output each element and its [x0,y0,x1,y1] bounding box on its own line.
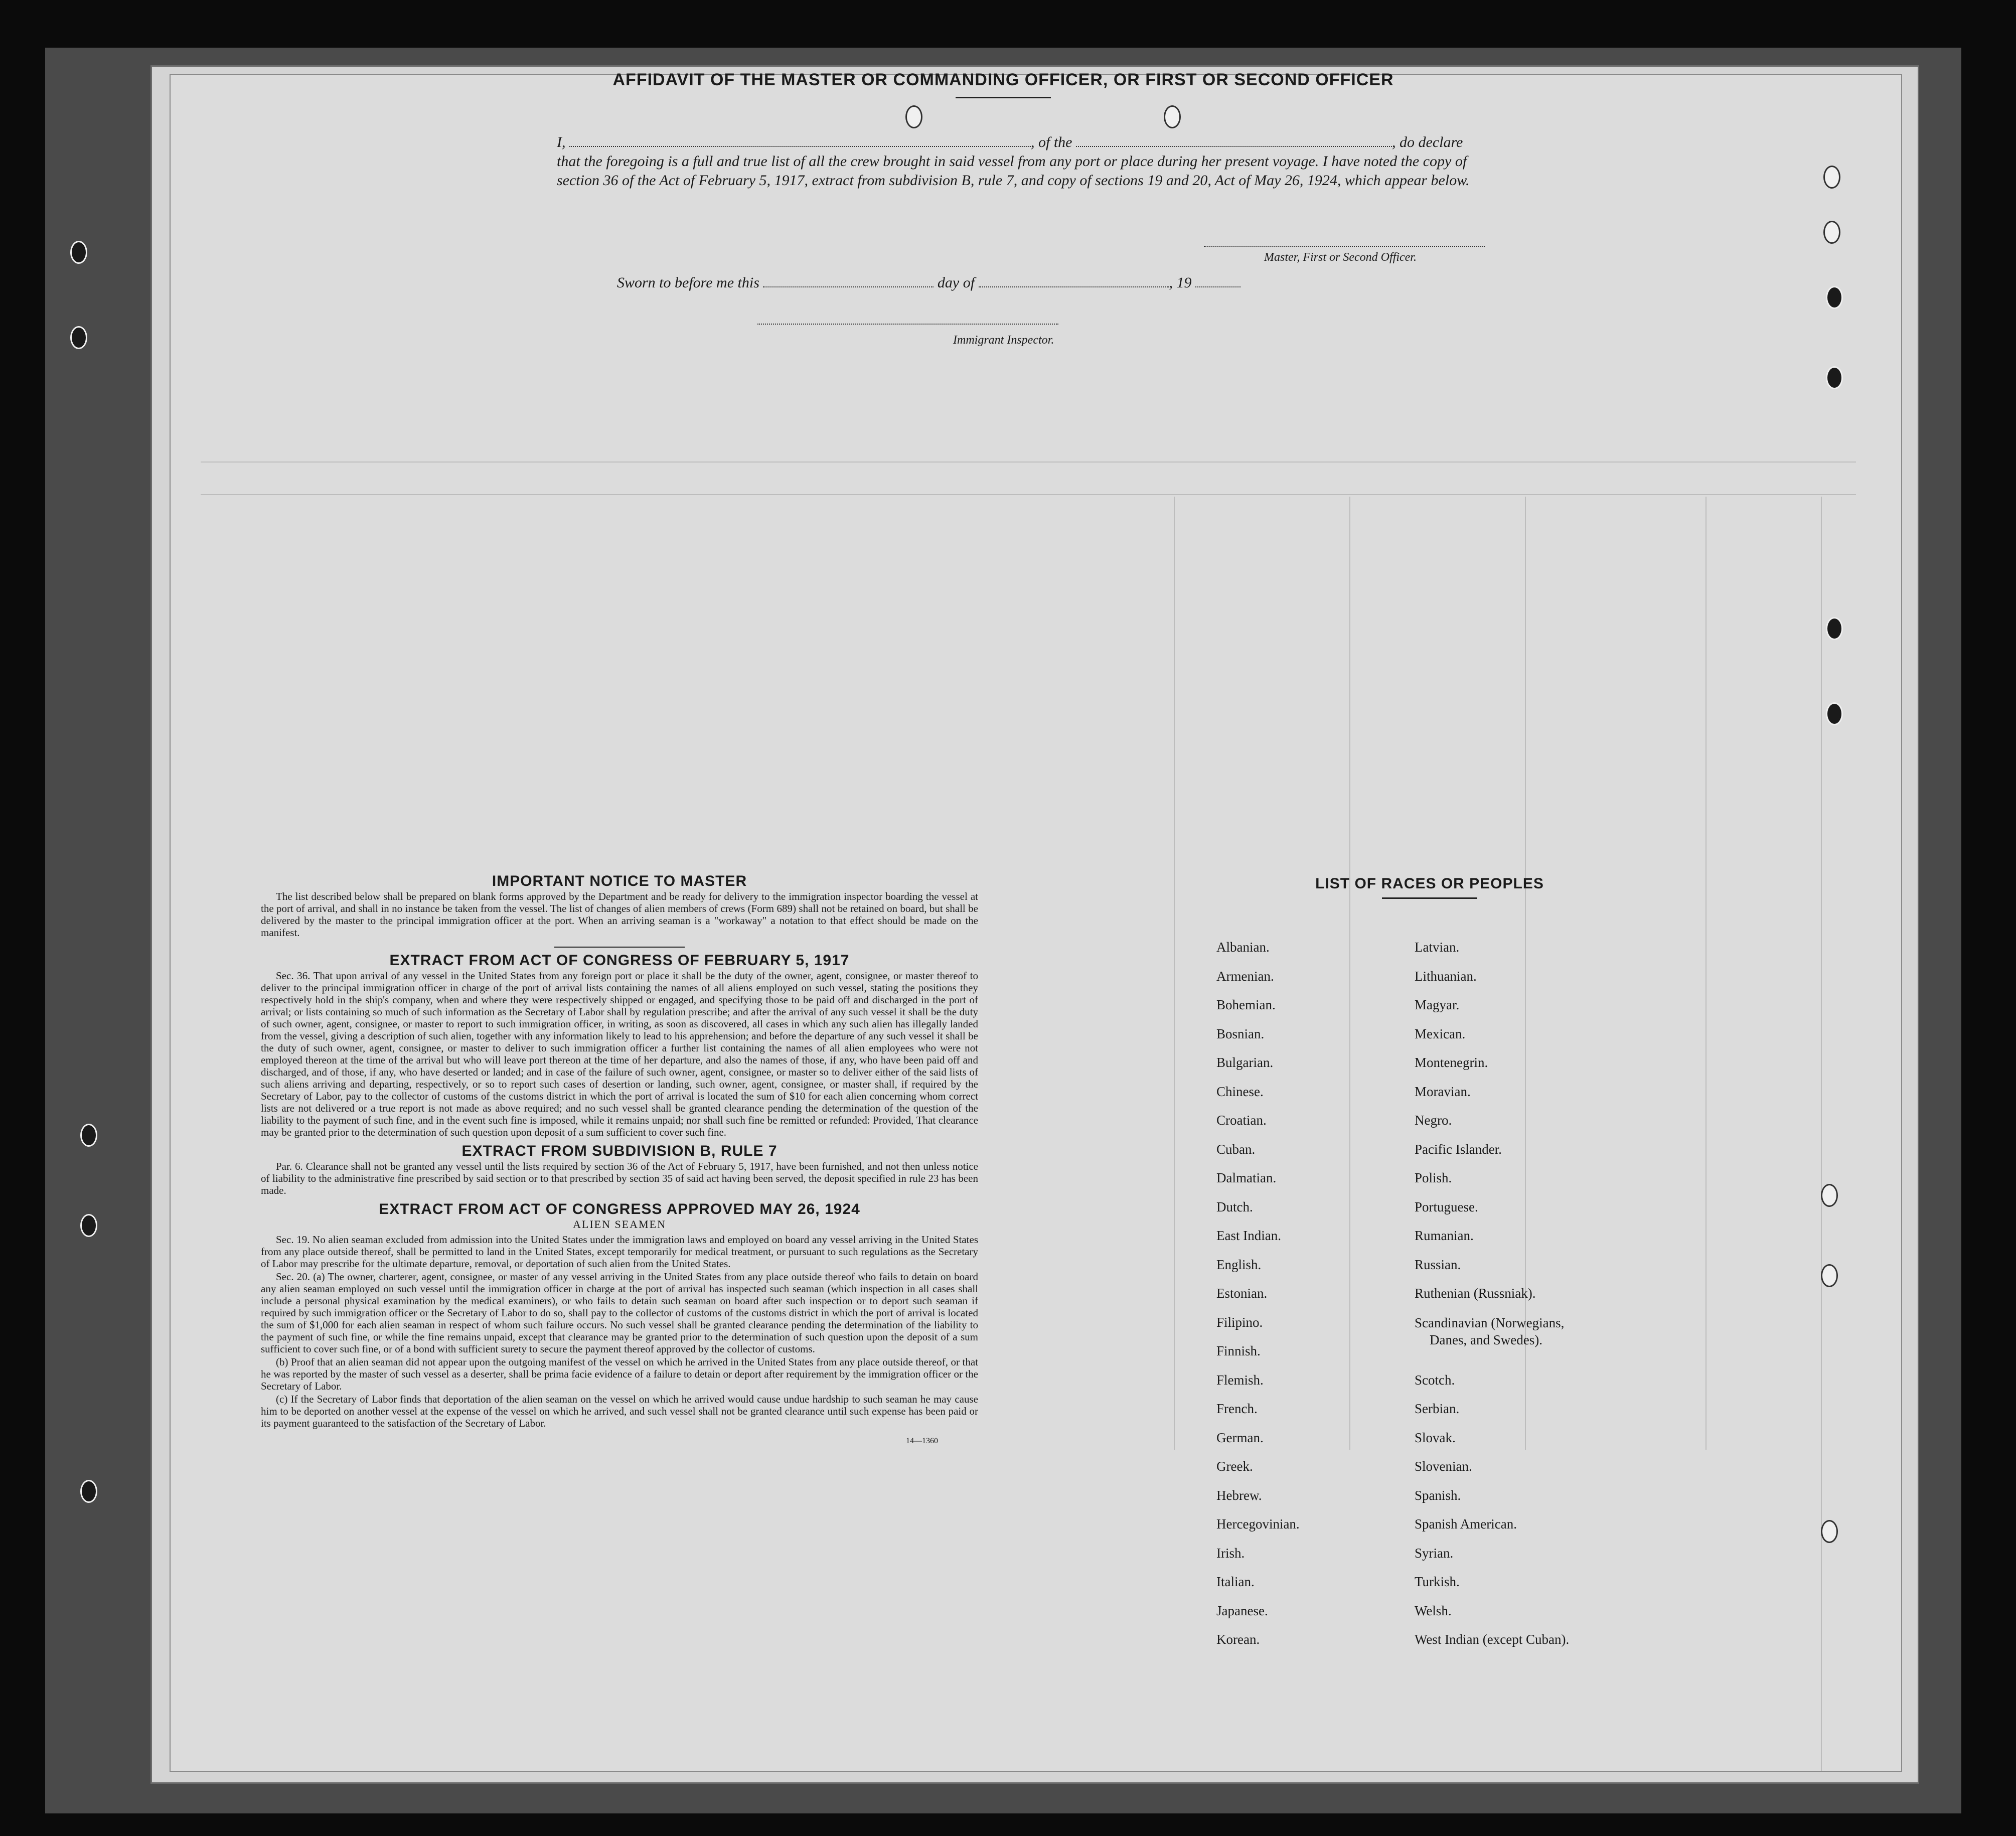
race-item: Spanish American. [1415,1516,1517,1532]
race-item: Japanese. [1216,1603,1268,1618]
affidavit-title: AFFIDAVIT OF THE MASTER OR COMMANDING OFFICER, OR FIRST OR SECOND OFFICER [612,70,1394,89]
race-item: Albanian. [1216,940,1270,955]
race-item: French. [1216,1401,1258,1416]
race-item: Mexican. [1415,1026,1466,1041]
race-item: Irish. [1216,1545,1245,1561]
race-item: Russian. [1415,1257,1461,1272]
sec20a-text: Sec. 20. (a) The owner, charterer, agent, consignee, or master of any vessel arriving in the United States from any place outside thereof who fails to detain on board any alien seaman employed on such vessel until the immigration officer in charge at the port of arrival has inspected such seaman (which inspection in all cases shall include a personal physical examination by the medical examiners), or who fails to detain such seaman on board after such inspection or to deport such seaman if required by such immigration officer or the Secretary of Labor to do so, shall pay to the collector of customs of the customs district in which the port of arrival is located the sum of $1,000 for each alien seaman in respect of whom such failure occurs. No such vessel shall be granted clearance pending the determination of the liability to the payment of such fine, or while the fine remains unpaid, except that clearance may be granted prior to the determination of such question upon the deposit of a sum sufficient to cover such fine, or of a bond with sufficient surety to secure the payment thereof approved by the collector of customs. [261,1271,978,1355]
affidavit-header [517,70,1490,98]
race-item: Filipino. [1216,1314,1263,1330]
race-item: Spanish. [1415,1487,1461,1503]
declare-suffix: , do declare [1392,134,1463,150]
binder-hole-icon [1826,286,1843,309]
race-item: Magyar. [1415,997,1460,1012]
race-item: English. [1216,1257,1262,1272]
sec20c-text: (c) If the Secretary of Labor finds that deportation of the alien seaman on the vessel on which he arrived would cause undue hardship to such seaman he may cause him to be deported on another vessel at the expense of the vessel on which he arrived, and such vessel shall not be granted clearance until such expense has been paid or its payment guaranteed to the satisfaction of the Secretary of Labor. [261,1393,978,1429]
affidavit-body [557,133,1485,190]
binder-hole-icon [70,326,87,349]
race-item: Moravian. [1415,1084,1471,1099]
extract3-title: EXTRACT FROM ACT OF CONGRESS APPROVED MAY 26, 1924 [379,1201,860,1217]
race-item: Slovenian. [1415,1459,1472,1474]
binder-hole-icon [1821,1264,1838,1287]
declaration-line [557,133,1485,152]
binder-hole-icon [1823,221,1840,244]
race-item: Dutch. [1216,1199,1253,1214]
race-item: Scandinavian (Norwegians, [1415,1315,1565,1330]
race-item: Estonian. [1216,1286,1268,1301]
extract1-title: EXTRACT FROM ACT OF CONGRESS OF FEBRUARY 5, 1917 [389,952,850,969]
binder-hole-icon [1826,617,1843,640]
binder-hole-icon [80,1124,97,1147]
race-item: Croatian. [1216,1113,1267,1128]
race-item: Flemish. [1216,1372,1264,1388]
extract2-text: Par. 6. Clearance shall not be granted any vessel until the lists required by section 36 of the Act of February 5, 1917, have been furnished, and not then unless notice of liability to the administrative fine prescribed by said section or to that prescribed by section 35 of said act having been served, the deposit specified in rule 23 has been made. [261,1160,978,1196]
binder-hole-icon [1823,166,1840,189]
notice-section [261,875,978,1447]
form-number: 14—1360 [906,1437,938,1445]
sworn-prefix: Sworn to before me this [617,274,759,291]
binder-hole-icon [70,241,87,264]
signature-field[interactable] [1204,246,1485,247]
race-item: Greek. [1216,1459,1253,1474]
race-item: Negro. [1415,1113,1452,1128]
sec19-text: Sec. 19. No alien seaman excluded from admission into the United States under the immigration laws and employed on board any vessel arriving in the United States from any place outside thereof, shall be permitted to land in the United States, except temporarily for medical treatment, or pursuant to such regulations as the Secretary of Labor may prescribe for the ultimate departure, removal, or deportation of such alien from the United States. [261,1234,978,1270]
extract3-subtitle: ALIEN SEAMEN [573,1218,666,1231]
sworn-day-of: day of [937,274,975,291]
declaration-text: that the foregoing is a full and true list of all the crew brought in said vessel from any port or place during her present voyage. I have noted the copy of section 36 of the Act of February 5, 1917, extract from subdivision B, rule 7, and copy of sections 19 and 20, Act of May 26, 1924, which appear below. [557,153,1470,189]
binder-hole-icon [80,1214,97,1237]
binder-hole-icon [80,1480,97,1503]
race-item: Finnish. [1216,1343,1261,1358]
race-item: Bosnian. [1216,1026,1265,1041]
extract2-title: EXTRACT FROM SUBDIVISION B, RULE 7 [461,1143,778,1159]
vessel-name-field[interactable] [1076,133,1392,147]
race-item: Cuban. [1216,1141,1256,1157]
sworn-day-field[interactable] [763,273,934,287]
sworn-year-field[interactable] [1195,273,1240,287]
race-item: Dalmatian. [1216,1170,1277,1185]
race-item: Chinese. [1216,1084,1264,1099]
vessel-prefix: , of the [1031,134,1072,150]
race-item: Welsh. [1415,1603,1452,1618]
binder-hole-icon [1826,366,1843,389]
divider [554,947,685,948]
notice-text: The list described below shall be prepared on blank forms approved by the Department and be ready for delivery to the immigration inspector boarding the vessel at the port of arrival, and shall in no instance be taken from the vessel. The list of changes of alien members of crews (Form 689) shall not be retained on board, but shall be delivered by the master to the principal immigration officer at the port. When an arriving seaman is a "workaway" a notation to that effect should be made on the manifest. [261,890,978,939]
races-left-column [1216,933,1300,1654]
sworn-month-field[interactable] [979,273,1169,287]
races-rule [1382,897,1477,899]
race-item: Turkish. [1415,1574,1460,1589]
inspector-label: Immigrant Inspector. [953,334,1054,347]
binder-hole-icon [1821,1520,1838,1543]
race-item: Italian. [1216,1574,1255,1589]
races-right-column [1415,933,1569,1654]
declarant-name-field[interactable] [569,133,1031,147]
inspector-signature-field[interactable] [757,324,1058,325]
race-item: Serbian. [1415,1401,1460,1416]
race-item: Latvian. [1415,940,1460,955]
race-item: East Indian. [1216,1228,1281,1243]
races-section [1204,875,1655,1647]
sworn-line [617,273,1240,291]
race-item: Danes, and Swedes). [1430,1332,1542,1347]
extract1-text: Sec. 36. That upon arrival of any vessel in the United States from any foreign port or place it shall be the duty of the owner, agent, consignee, or master thereof to deliver to the principal immigration officer in charge of the port of arrival lists containing the names of all aliens employed on such vessel, stating the positions they respectively hold in the ship's company, when and where they were respectively shipped or engaged, and specifying those to be paid off and discharged in the port of arrival; or lists containing so much of such information as the Secretary of Labor shall by regulation prescribe; and after the arrival of any such vessel it shall be the duty of such owner, agent, consignee, or master to report to such immigration officer, in writing, as soon as discovered, all cases in which any such alien has illegally landed from the vessel, giving a description of such alien, together with any information likely to lead to his apprehension; and before the departure of any such vessel it shall be the duty of such owner, agent, consignee, or master to deliver to such immigration officer a further list containing the names of all alien employees who were not employed thereon at the time of the arrival but who will leave port thereon at the time of her departure, and also the names of those, if any, who have been paid off and discharged, and of those, if any, who have deserted or landed; and in case of the failure of such owner, agent, consignee, or master so to deliver either of the said lists of such aliens arriving and departing, respectively, or so to report such cases of desertion or landing, such owner, agent, consignee, or master shall, if required by the Secretary of Labor, pay to the collector of customs of the customs district in which the port of arrival is located the sum of $10 for each alien concerning whom correct lists are not delivered or a true report is not made as above required; and no such vessel shall be granted clearance pending the determination of the question of the liability to the payment of such fine, and in the event such fine is imposed, while it remains unpaid; nor shall such fine be remitted or refunded: Provided, That clearance may be granted prior to the determination of such question upon deposit of a sum sufficient to cover such fine. [261,970,978,1138]
binder-hole-icon [905,105,922,128]
race-item: Hebrew. [1216,1487,1262,1503]
race-item: Montenegrin. [1415,1055,1488,1070]
race-item: Portuguese. [1415,1199,1478,1214]
race-item: West Indian (except Cuban). [1415,1632,1570,1647]
race-item: Rumanian. [1415,1228,1474,1243]
binder-hole-icon [1826,702,1843,725]
sec20b-text: (b) Proof that an alien seaman did not appear upon the outgoing manifest of the vessel on which he arrived in the United States from any place outside thereof, or that he was reported by the master of such vessel as a deserter, shall be prima facie evidence of a failure to detain or deport after requirement by the immigration officer or the Secretary of Labor. [261,1356,978,1392]
race-item: Bulgarian. [1216,1055,1274,1070]
race-item: Ruthenian (Russniak). [1415,1286,1536,1301]
race-item: Slovak. [1415,1430,1456,1445]
notice-title: IMPORTANT NOTICE TO MASTER [492,873,747,889]
sworn-year-prefix: , 19 [1169,274,1192,291]
race-item: Lithuanian. [1415,968,1477,984]
binder-hole-icon [1821,1184,1838,1207]
race-item: Pacific Islander. [1415,1141,1502,1157]
race-item: Korean. [1216,1632,1260,1647]
race-item: Armenian. [1216,968,1274,984]
races-title: LIST OF RACES OR PEOPLES [1315,875,1544,892]
race-item: German. [1216,1430,1264,1445]
race-item: Hercegovinian. [1216,1516,1300,1532]
race-item: Scotch. [1415,1372,1455,1388]
title-rule [956,97,1051,98]
race-item: Bohemian. [1216,997,1276,1012]
binder-hole-icon [1164,105,1181,128]
declarant-prefix: I, [557,134,566,150]
signature-label: Master, First or Second Officer. [1264,251,1417,264]
race-item: Syrian. [1415,1545,1454,1561]
race-item: Polish. [1415,1170,1452,1185]
